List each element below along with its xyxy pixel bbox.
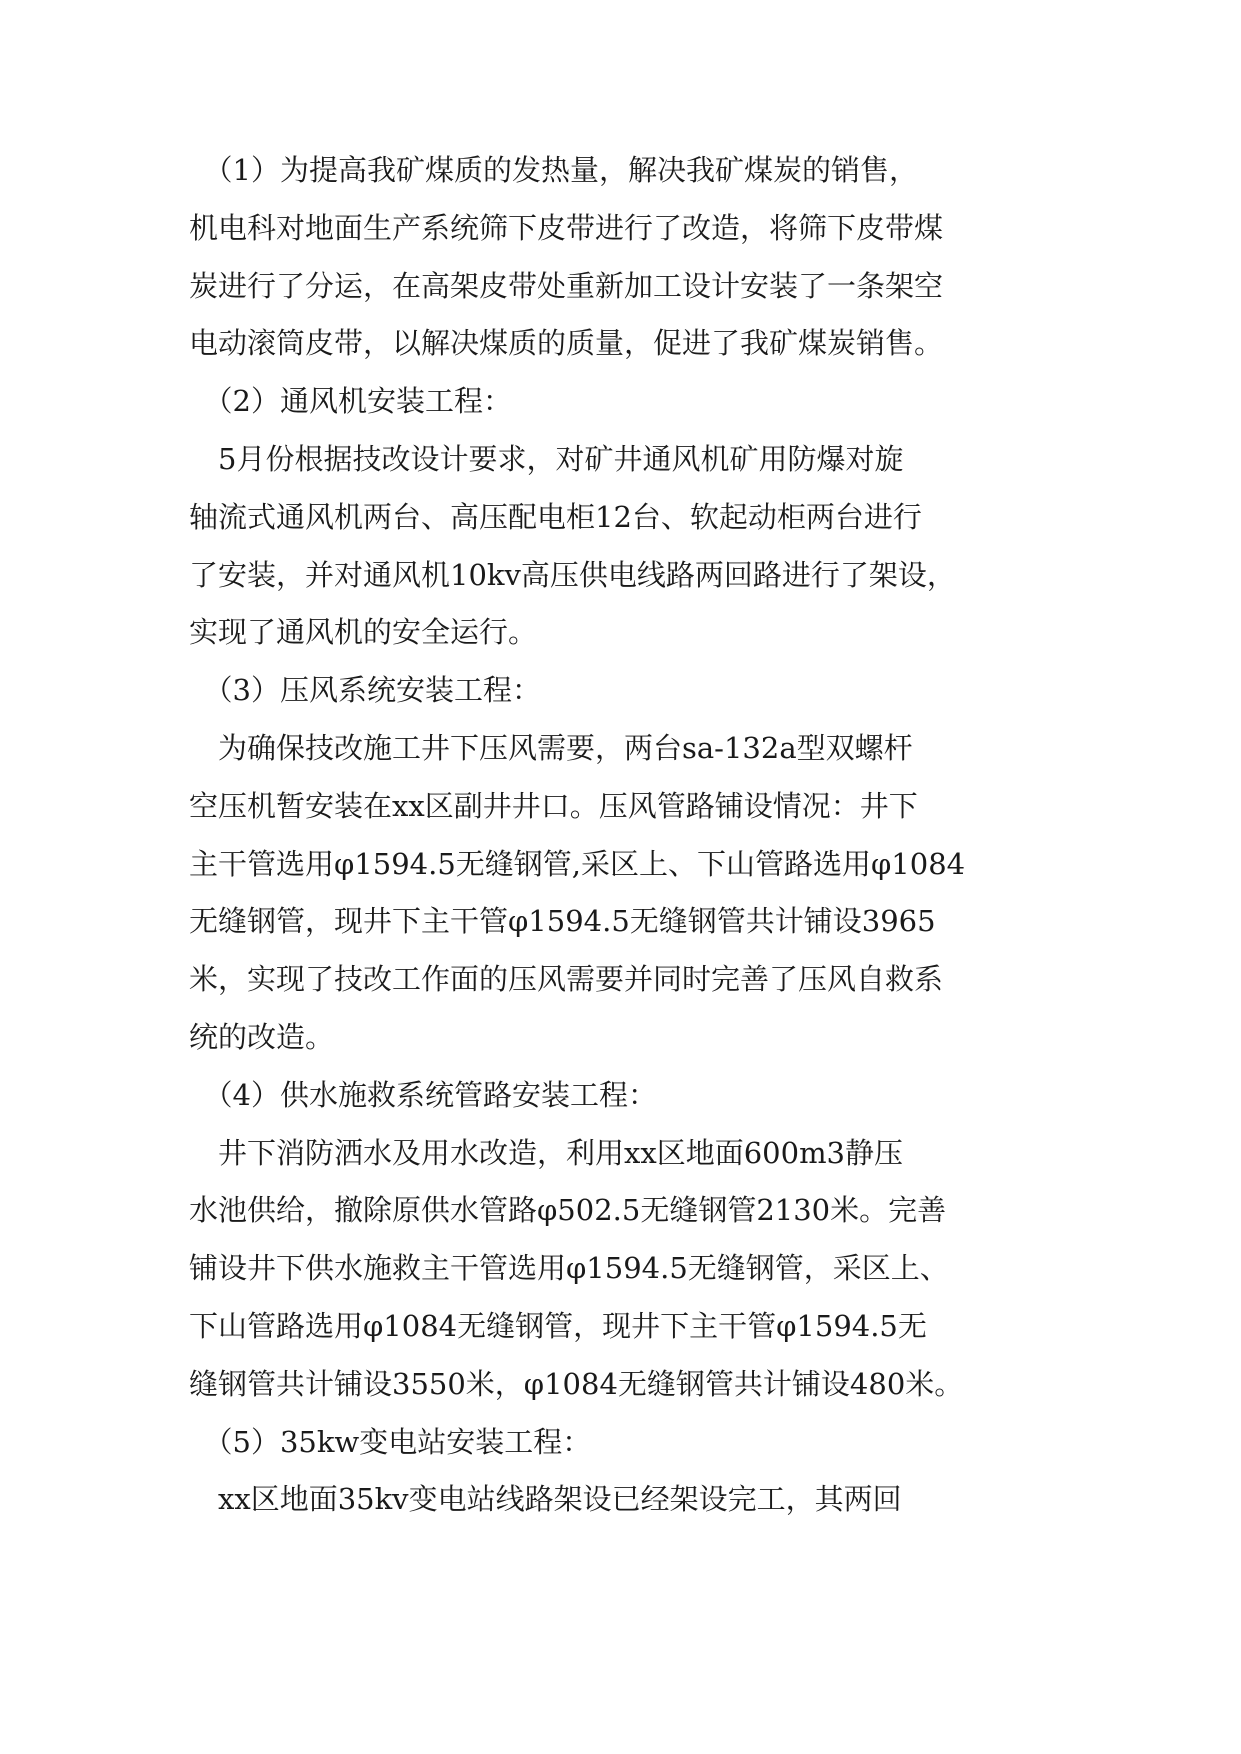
text-line: （1）为提高我矿煤质的发热量，解决我矿煤炭的销售， (189, 153, 918, 187)
text-line: 井下消防洒水及用水改造，利用xx区地面600m3静压 (189, 1135, 904, 1170)
text-line: （5）35kw变电站安装工程： (189, 1424, 592, 1459)
text-line: 实现了通风机的安全运行。 (189, 615, 538, 650)
text-line: 为确保技改施工井下压风需要，两台sa-132a型双螺杆 (189, 731, 913, 765)
text-line: （4）供水施救系统管路安装工程： (189, 1077, 657, 1112)
text-line: 下山管路选用φ1084无缝钢管，现井下主干管φ1594.5无 (189, 1309, 927, 1343)
text-line: 空压机暂安装在xx区副井井口。压风管路铺设情况：井下 (189, 788, 918, 823)
text-line: 主干管选用φ1594.5无缝钢管,采区上、下山管路选用φ1084 (189, 846, 966, 881)
text-line: （2）通风机安装工程： (189, 384, 512, 419)
text-line: 统的改造。 (189, 1020, 335, 1054)
text-line: 缝钢管共计铺设3550米，φ1084无缝钢管共计铺设480米。 (189, 1366, 964, 1401)
text-line: （3）压风系统安装工程： (189, 673, 541, 708)
text-line: 机电科对地面生产系统筛下皮带进行了改造，将筛下皮带煤 (189, 210, 944, 245)
text-line: 炭进行了分运，在高架皮带处重新加工设计安装了一条架空 (189, 268, 944, 303)
text-line: 电动滚筒皮带，以解决煤质的质量，促进了我矿煤炭销售。 (189, 326, 944, 361)
text-line: 铺设井下供水施救主干管选用φ1594.5无缝钢管，采区上、 (189, 1251, 949, 1286)
text-line: xx区地面35kv变电站线路架设已经架设完工，其两回 (189, 1482, 902, 1517)
text-line: 米，实现了技改工作面的压风需要并同时完善了压风自救系 (189, 962, 944, 997)
text-line: 无缝钢管，现井下主干管φ1594.5无缝钢管共计铺设3965 (189, 904, 936, 939)
text-line: 水池供给，撤除原供水管路φ502.5无缝钢管2130米。完善 (189, 1193, 947, 1228)
text-line: 了安装，并对通风机10kv高压供电线路两回路进行了架设， (189, 557, 956, 592)
text-line: 轴流式通风机两台、高压配电柜12台、软起动柜两台进行 (189, 499, 922, 534)
text-line: 5月份根据技改设计要求，对矿井通风机矿用防爆对旋 (189, 442, 904, 476)
